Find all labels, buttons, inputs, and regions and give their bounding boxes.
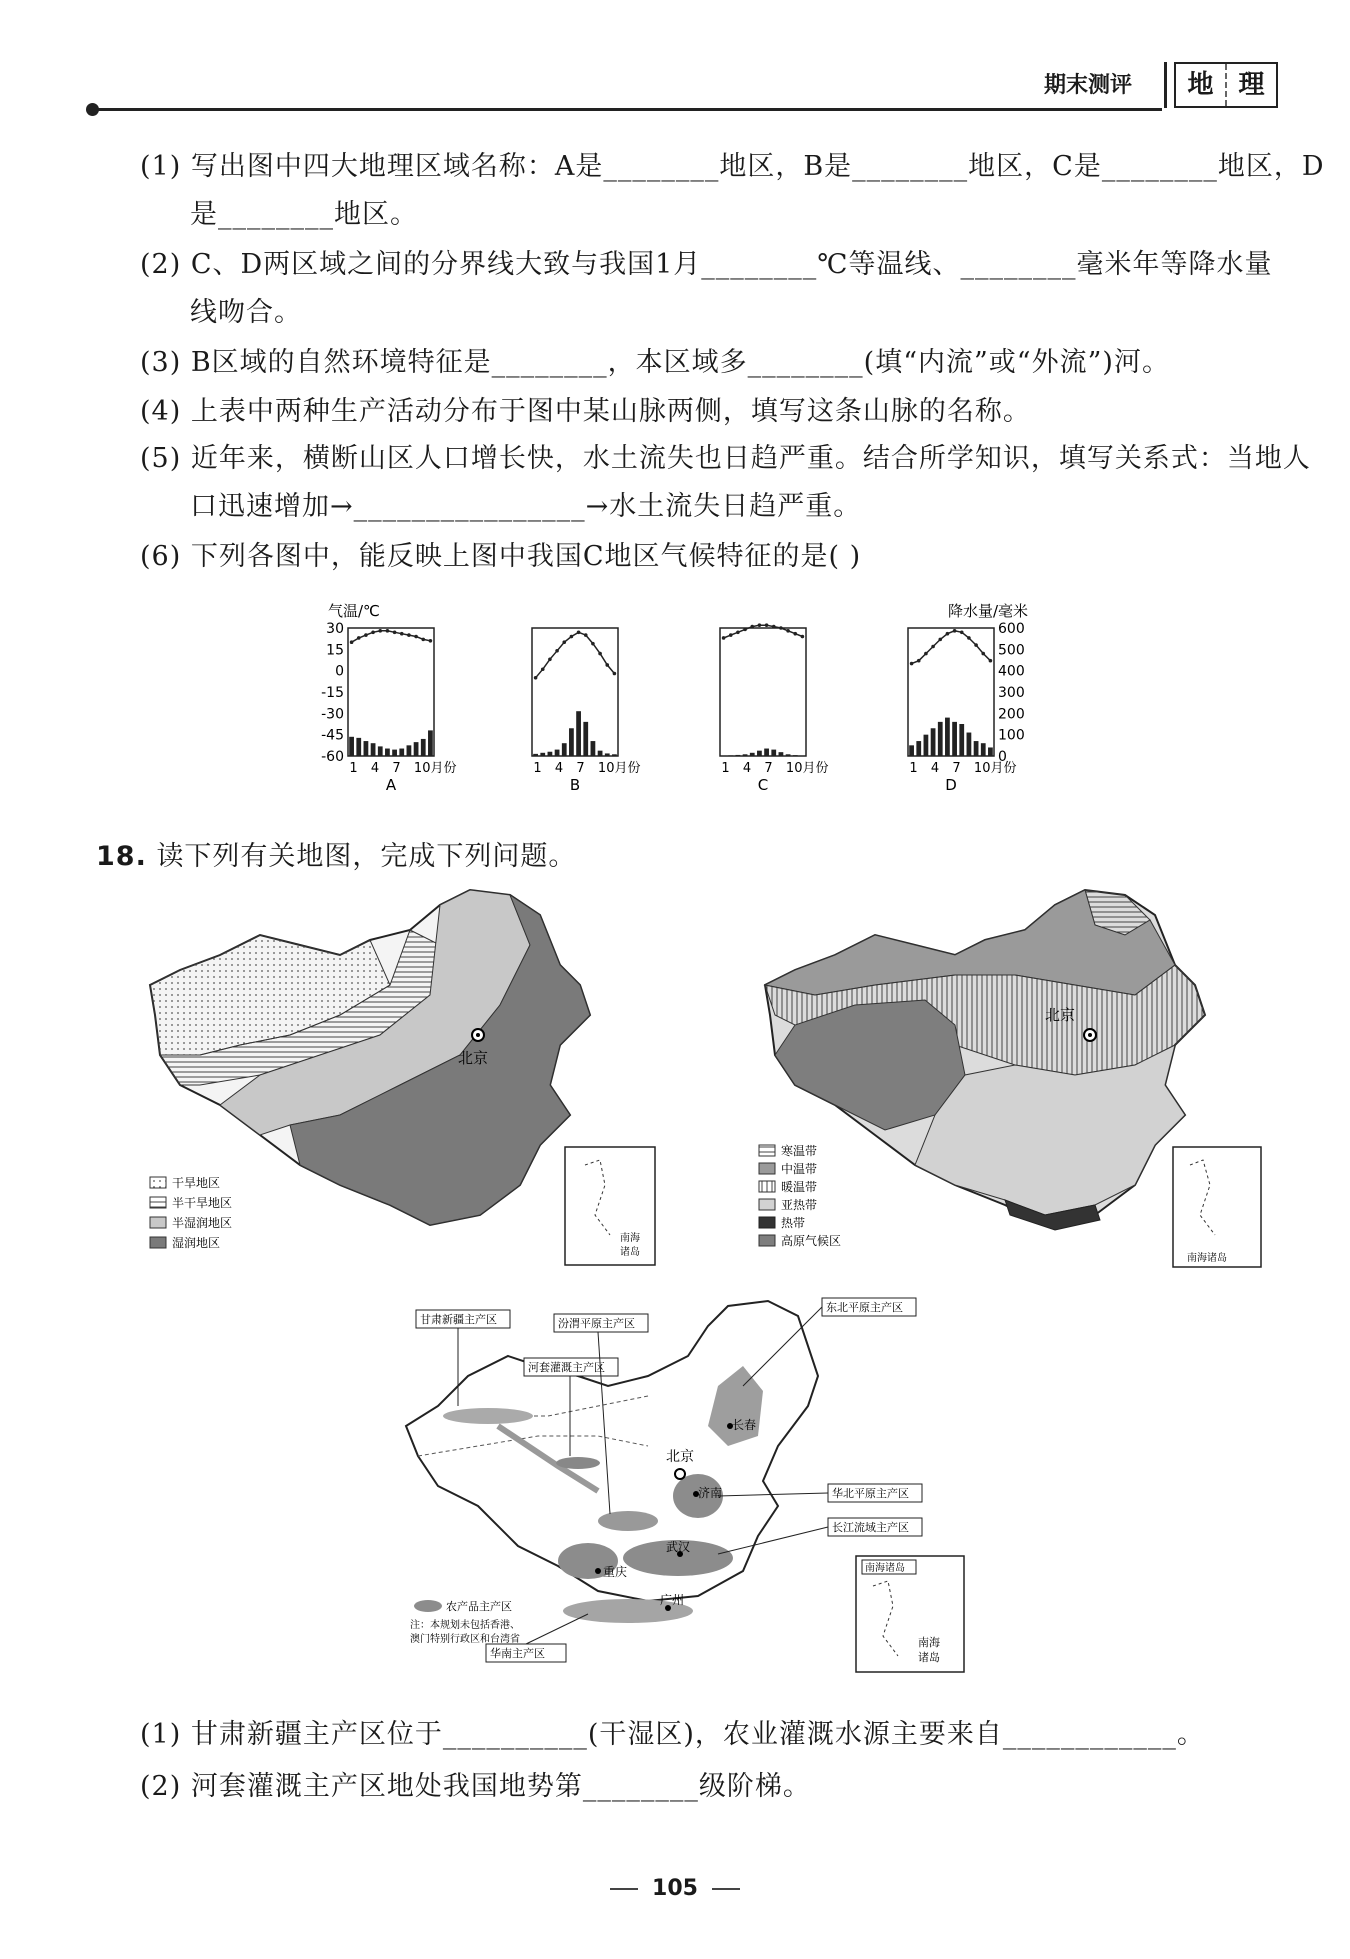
inset-label-1: 南海: [620, 1233, 640, 1244]
temp-tick: 15: [326, 642, 344, 659]
temp-point: [931, 645, 935, 649]
temp-point: [722, 636, 726, 640]
temp-point: [562, 640, 566, 644]
precip-bar: [421, 739, 426, 756]
precip-bar: [555, 750, 560, 756]
temp-point: [534, 676, 538, 680]
precip-bar: [967, 733, 972, 756]
precip-bar: [605, 753, 610, 756]
question-17-1a: (1) 写出图中四大地理区域名称：A是________地区，B是________地区，C是________地区，D: [140, 151, 1325, 182]
temp-point: [613, 672, 617, 676]
temp-point: [570, 635, 574, 639]
temp-point: [400, 632, 404, 636]
precip-bar: [981, 743, 986, 756]
temp-tick: -60: [321, 749, 344, 765]
panel-label: A: [385, 776, 397, 794]
month-tick: 10月份: [973, 761, 1017, 776]
temp-point: [967, 636, 971, 640]
precip-bar: [757, 751, 762, 756]
precip-tick: 600: [998, 621, 1025, 637]
question-17-4: (4) 上表中两种生产活动分布于图中某山脉两侧，填写这条山脉的名称。: [140, 396, 1031, 427]
climate-panel-C: [720, 623, 828, 794]
inset-label-2: 诸岛: [620, 1247, 640, 1258]
temp-point: [729, 633, 733, 637]
page-number: 105: [0, 1876, 1350, 1901]
precip-bar: [612, 754, 617, 756]
precip-tick: 0: [998, 749, 1007, 765]
precip-bar: [576, 711, 581, 756]
temp-point: [386, 629, 390, 633]
panel-label: D: [945, 776, 957, 794]
legend-item: 暖温带: [781, 1180, 818, 1194]
legend-item: 热带: [781, 1216, 806, 1230]
precip-tick: 500: [998, 642, 1025, 659]
precip-bar: [583, 722, 588, 756]
question-17-2a: (2) C、D两区域之间的分界线大致与我国1月________℃等温线、________毫米年等降水量: [140, 249, 1273, 280]
region-label: 长江流域主产区: [832, 1521, 909, 1534]
precip-tick: 300: [998, 685, 1025, 701]
legend-swatch: [414, 1600, 442, 1612]
question-17-2b: 线吻合。: [190, 297, 302, 328]
inset-frame: [1173, 1147, 1261, 1267]
month-tick: 1: [909, 761, 918, 776]
panel-label: C: [757, 776, 769, 794]
city-label: 长春: [732, 1418, 757, 1432]
precip-bar: [728, 755, 733, 756]
map-note-2: 澳门特别行政区和台湾省: [410, 1634, 520, 1645]
gansu-xinjiang-region: [443, 1408, 533, 1424]
precip-bar: [743, 754, 748, 756]
question-18-text: 读下列有关地图，完成下列问题。: [156, 841, 577, 872]
month-tick: 10月份: [597, 761, 641, 776]
month-tick: 1: [533, 761, 542, 776]
month-tick: 1: [349, 761, 358, 776]
precip-bar: [598, 751, 603, 756]
inset-label-1: 南海: [918, 1636, 940, 1649]
subject-box: [1174, 62, 1278, 108]
temp-point: [577, 630, 581, 634]
precip-bar: [779, 752, 784, 756]
temp-point: [981, 652, 985, 656]
precip-axis-label: 降水量/毫米: [948, 602, 1029, 620]
temp-point: [541, 667, 545, 671]
inset-frame: [565, 1147, 655, 1265]
legend-item: 寒温带: [781, 1144, 818, 1158]
temp-point: [350, 640, 354, 644]
month-tick: 7: [952, 761, 961, 776]
temp-point: [357, 636, 361, 640]
precip-tick: 400: [998, 663, 1025, 680]
precip-bar: [540, 753, 545, 756]
precip-bar: [349, 737, 354, 756]
precip-bar: [407, 745, 412, 756]
capital-label: 北京: [458, 1049, 489, 1067]
precip-bar: [945, 718, 950, 756]
month-tick: 10月份: [413, 761, 457, 776]
temp-point: [414, 635, 418, 639]
temp-point: [801, 635, 805, 639]
precip-bar: [931, 728, 936, 756]
legend-item: 中温带: [781, 1162, 818, 1176]
temp-point: [758, 623, 762, 627]
temp-tick: -30: [321, 706, 344, 723]
month-tick: 4: [742, 761, 752, 776]
precip-bar: [909, 745, 914, 756]
month-tick: 4: [930, 761, 940, 776]
region-label: 河套灌溉主产区: [528, 1361, 605, 1374]
panel-label: B: [569, 776, 581, 794]
region-label: 甘肃新疆主产区: [420, 1313, 497, 1326]
precip-bar: [959, 724, 964, 756]
temp-point: [584, 633, 588, 637]
dryness-map: [140, 885, 660, 1275]
precip-tick: 100: [998, 727, 1025, 744]
precip-bar: [569, 728, 574, 756]
subject-char-2: 理: [1225, 64, 1276, 106]
month-tick: 7: [392, 761, 401, 776]
temp-point: [793, 632, 797, 636]
temp-point: [960, 630, 964, 634]
dryness-legend: [150, 1175, 232, 1250]
section-title: 期末测评: [1044, 73, 1133, 98]
question-17-5a: (5) 近年来，横断山区人口增长快，水土流失也日趋严重。结合所学知识，填写关系式：当地人: [140, 443, 1311, 474]
temp-point: [407, 633, 411, 637]
precip-tick: 200: [998, 706, 1025, 723]
header-rule: [92, 108, 1162, 111]
temp-point: [786, 629, 790, 633]
precip-bar: [924, 735, 929, 756]
precip-bar: [764, 749, 769, 756]
precip-bar: [988, 747, 993, 756]
precip-bar: [364, 741, 369, 756]
precip-bar: [385, 749, 390, 756]
temp-point: [605, 663, 609, 667]
precip-bar: [916, 741, 921, 756]
temp-point: [989, 659, 993, 663]
precip-bar: [392, 750, 397, 756]
precip-bar: [399, 749, 404, 756]
precip-bar: [562, 743, 567, 756]
temp-point: [555, 649, 559, 653]
precip-bar: [371, 743, 376, 756]
precip-bar: [378, 746, 383, 756]
temp-point: [953, 629, 957, 633]
precip-bar: [974, 741, 979, 756]
question-18-2: (2) 河套灌溉主产区地处我国地势第________级阶梯。: [140, 1771, 811, 1802]
precip-bar: [356, 738, 361, 756]
precip-bar: [428, 730, 433, 756]
temp-point: [736, 630, 740, 634]
inset-label: 南海诸岛: [1187, 1253, 1227, 1264]
question-17-6: (6) 下列各图中，能反映上图中我国C地区气候特征的是( ): [140, 541, 862, 572]
temp-point: [924, 652, 928, 656]
temp-point: [772, 625, 776, 629]
precip-bar: [786, 754, 791, 756]
precip-bar: [533, 754, 538, 756]
legend-item: 亚热带: [781, 1198, 818, 1212]
temp-point: [743, 628, 747, 632]
legend-item: 湿润地区: [172, 1236, 221, 1250]
precip-bar: [952, 722, 957, 756]
precip-bar: [793, 755, 798, 756]
month-tick: 1: [721, 761, 730, 776]
precip-bar: [736, 755, 741, 756]
temperature-zone-map: [755, 885, 1265, 1275]
precip-bar: [750, 753, 755, 756]
temp-point: [974, 643, 978, 647]
hetao-region: [556, 1457, 600, 1469]
temp-point: [910, 662, 914, 666]
temp-point: [598, 652, 602, 656]
map-legend: 农产品主产区: [446, 1600, 512, 1613]
precip-bar: [414, 742, 419, 756]
temp-point: [750, 625, 754, 629]
month-tick: 7: [576, 761, 585, 776]
temp-tick: 0: [335, 663, 344, 680]
city-label: 北京: [666, 1449, 694, 1465]
climate-charts: [300, 598, 1080, 794]
temp-point: [765, 623, 769, 627]
legend-item: 半湿润地区: [172, 1216, 233, 1230]
question-18-number: 18.: [96, 841, 147, 872]
inset-top-label: 南海诸岛: [865, 1563, 905, 1574]
temp-point: [364, 633, 368, 637]
legend-item: 半干旱地区: [172, 1196, 233, 1210]
fenwei-region: [598, 1511, 658, 1531]
temp-point: [393, 630, 397, 634]
header-divider: [1164, 62, 1167, 108]
legend-item: 干旱地区: [172, 1176, 221, 1190]
question-18-1: (1) 甘肃新疆主产区位于__________(干湿区)，农业灌溉水源主要来自____________。: [140, 1719, 1205, 1750]
climate-panel-A: [348, 628, 456, 794]
temp-tick: 30: [326, 621, 344, 637]
temp-point: [429, 639, 433, 643]
temp-point: [378, 629, 382, 633]
temp-point: [917, 659, 921, 663]
region-label: 华北平原主产区: [832, 1487, 909, 1500]
map-note-1: 注：本规划未包括香港、: [410, 1620, 520, 1631]
legend-item: 高原气候区: [781, 1234, 842, 1248]
precip-bar: [771, 750, 776, 756]
question-17-1b: 是________地区。: [190, 199, 418, 230]
temp-point: [779, 626, 783, 630]
temp-point: [421, 638, 425, 642]
temperature-legend: [759, 1143, 841, 1248]
month-tick: 7: [764, 761, 773, 776]
precip-bar: [591, 741, 596, 756]
city-label: 重庆: [603, 1565, 628, 1579]
temp-point: [371, 630, 375, 634]
temp-point: [548, 657, 552, 661]
region-label: 东北平原主产区: [826, 1301, 903, 1314]
question-17-5b: 口迅速增加→________________→水土流失日趋严重。: [190, 491, 862, 522]
month-tick: 4: [554, 761, 564, 776]
page-header: [0, 60, 1350, 120]
inset-label-2: 诸岛: [918, 1651, 940, 1664]
temp-point: [946, 632, 950, 636]
precip-bar: [938, 722, 943, 756]
temp-axis-label: 气温/℃: [328, 602, 380, 620]
subject-char-1: 地: [1187, 70, 1214, 100]
question-17-3: (3) B区域的自然环境特征是________，本区域多________(填“内流”或“外流”)河。: [140, 347, 1170, 378]
temp-tick: -45: [321, 727, 344, 744]
month-tick: 4: [370, 761, 380, 776]
city-label: 武汉: [666, 1540, 691, 1554]
city-label: 广州: [660, 1593, 685, 1607]
region-label: 华南主产区: [490, 1647, 545, 1660]
precip-bar: [548, 752, 553, 756]
region-label: 汾渭平原主产区: [558, 1317, 635, 1330]
capital-label: 北京: [1045, 1006, 1076, 1024]
city-label: 济南: [698, 1486, 723, 1500]
question-18: [96, 838, 576, 876]
month-tick: 10月份: [785, 761, 829, 776]
climate-panel-B: [532, 628, 640, 794]
agriculture-map: [398, 1296, 970, 1678]
temp-point: [591, 642, 595, 646]
temp-tick: -15: [321, 685, 344, 701]
temp-point: [938, 638, 942, 642]
